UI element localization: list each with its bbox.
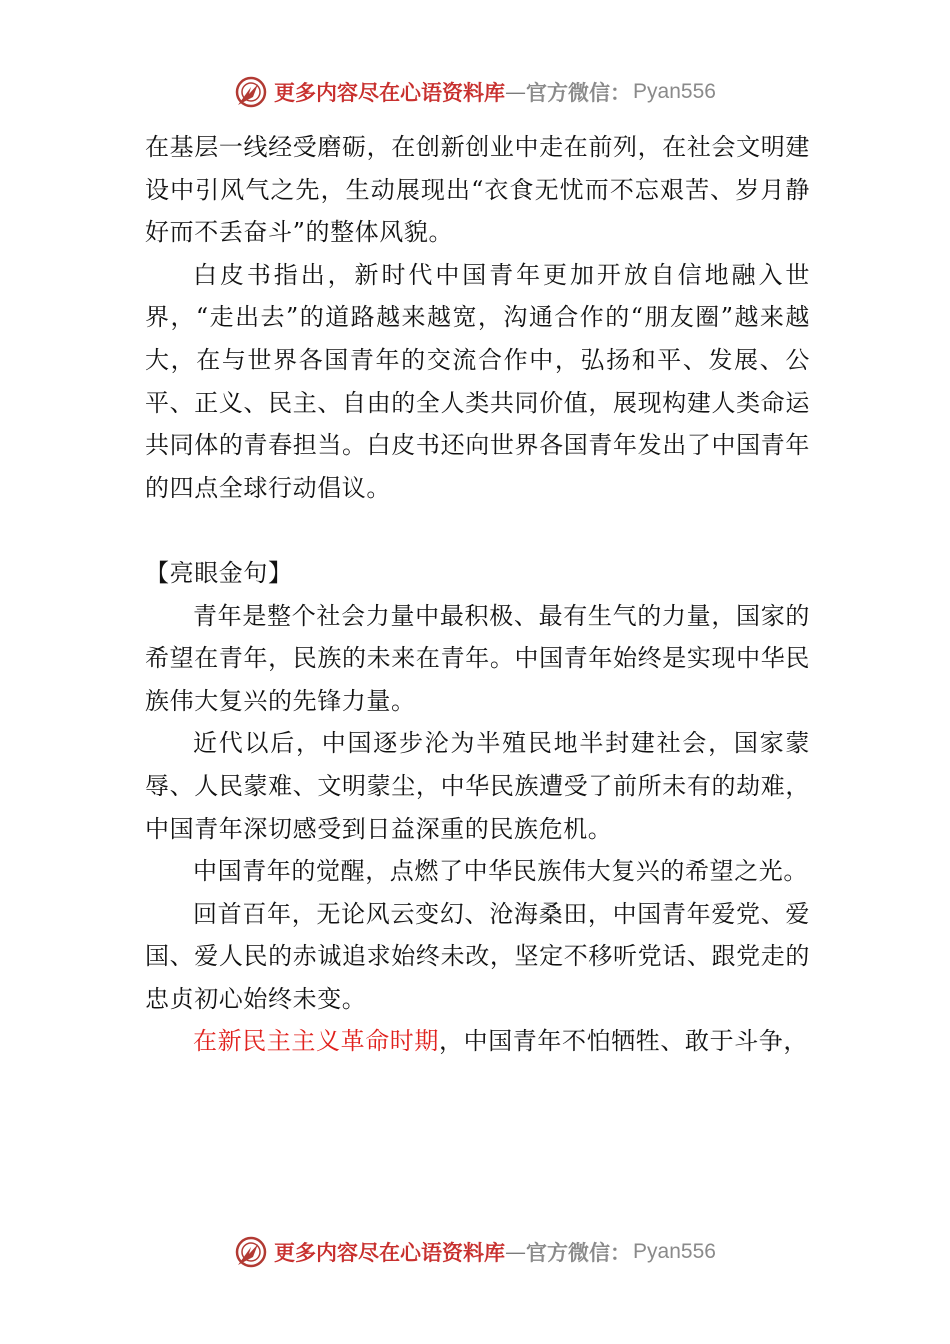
banner-wechat-id: Pyan556 <box>633 80 716 103</box>
paragraph-6: 回首百年，无论风云变幻、沧海桑田，中国青年爱党、爱国、爱人民的赤诚追求始终未改，坚定不移听党话、跟党走的忠贞初心始终未变。 <box>145 899 810 1013</box>
paragraph-1: 在基层一线经受磨砺，在创新创业中走在前列，在社会文明建设中引风气之先，生动展现出“衣食无忧而不忘艰苦、岁月静好而不丢奋斗”的整体风貌。 <box>145 133 810 247</box>
banner-wechat-label: 官方微信： <box>526 1240 632 1265</box>
banner-title: 更多内容尽在心语资料库 <box>274 1240 506 1265</box>
banner-title: 更多内容尽在心语资料库 <box>274 80 506 105</box>
paragraph-2: 白皮书指出，新时代中国青年更加开放自信地融入世界，“走出去”的道路越来越宽，沟通合作的“朋友圈”越来越大，在与世界各国青年的交流合作中，弘扬和平、发展、公平、正义、民主、自由的全人类共同价值，展现构建人类命运共同体的青春担当。白皮书还向世界各国青年发出了中国青年的四点全球行动倡议。 <box>145 260 810 502</box>
footer-banner <box>0 1232 950 1272</box>
highlighted-phrase: 在新民主主义革命时期 <box>193 1027 439 1056</box>
flame-circle-icon <box>234 1235 268 1269</box>
document-body <box>145 126 810 1063</box>
banner-wechat-label: 官方微信： <box>526 80 632 105</box>
section-heading: 【亮眼金句】 <box>145 558 293 587</box>
paragraph-3: 青年是整个社会力量中最积极、最有生气的力量，国家的希望在青年，民族的未来在青年。中国青年始终是实现中华民族伟大复兴的先锋力量。 <box>145 601 810 715</box>
flame-circle-icon <box>234 75 268 109</box>
header-banner <box>0 72 950 112</box>
paragraph-5: 中国青年的觉醒，点燃了中华民族伟大复兴的希望之光。 <box>193 857 808 886</box>
banner-wechat-id: Pyan556 <box>633 1240 716 1263</box>
banner-dash: — <box>505 1240 527 1264</box>
blank-line <box>145 509 810 552</box>
paragraph-7-text: ，中国青年不怕牺牲、敢于斗争， <box>439 1027 808 1056</box>
banner-dash: — <box>505 80 527 104</box>
paragraph-7 <box>145 1020 810 1063</box>
paragraph-4: 近代以后，中国逐步沦为半殖民地半封建社会，国家蒙辱、人民蒙难、文明蒙尘，中华民族遭受了前所未有的劫难，中国青年深切感受到日益深重的民族危机。 <box>145 729 810 843</box>
